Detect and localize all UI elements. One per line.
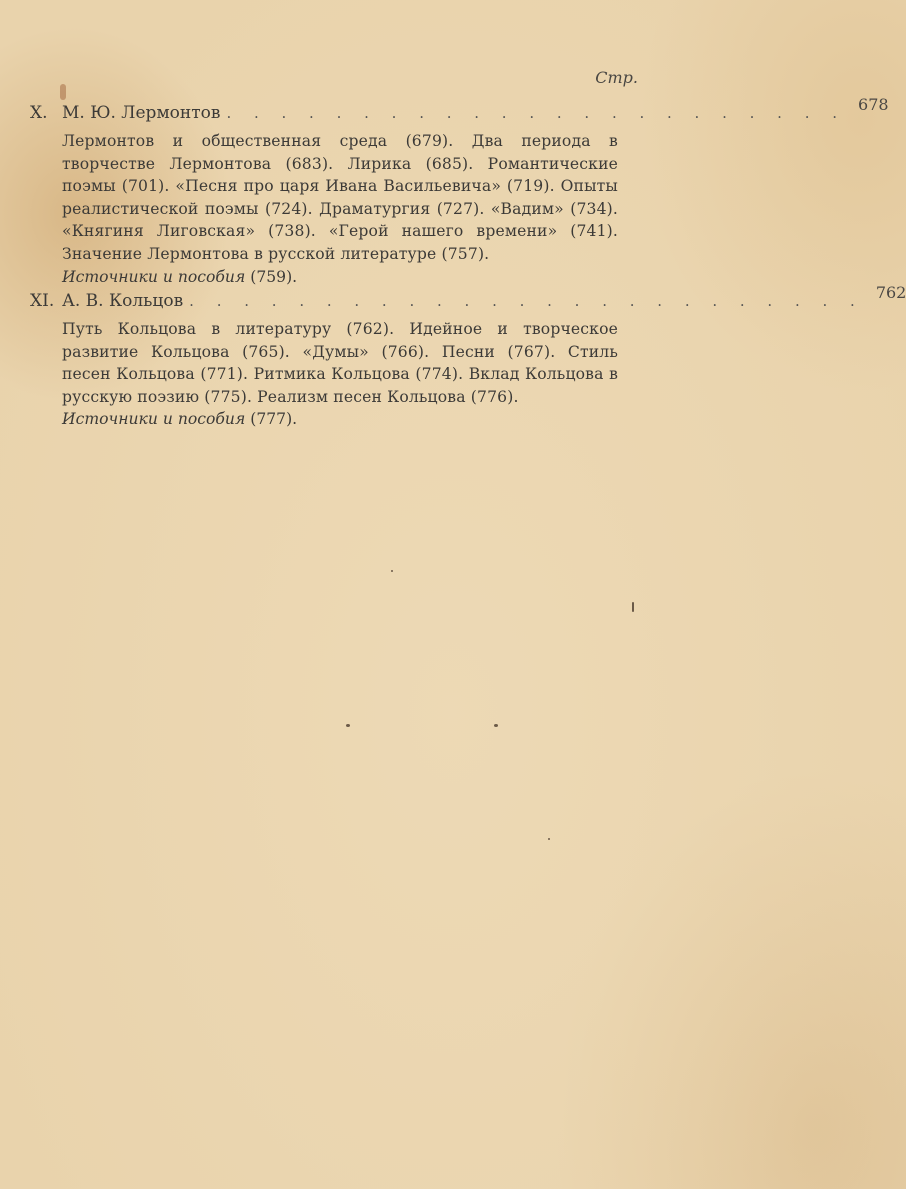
dot-leader: . . . . . . . . . . . . . . . . . . . . . . . bbox=[226, 104, 847, 122]
section-contents: Лермонтов и общественная среда (679). Два периода в творчестве Лермонтова (683). Лирика (685). Романтические поэмы (701). «Песня про царя Ивана Васильевича» (719). Опыты реалистической поэмы (724). Драматургия (727). «Вадим» (734). «Княгиня Лиговская» (738). «Герой нашего времени» (741). Значение Лермонтова в русской литературе (757). bbox=[62, 132, 618, 263]
section-contents: Путь Кольцова в литературу (762). Идейное и творческое развитие Кольцова (765). «Думы» (766). Песни (767). Стиль песен Кольцова (771). Ритмика Кольцова (774). Вклад Кольцова в русскую поэзию (775). Реализм песен Кольцова (776). bbox=[62, 320, 618, 406]
sources-label: Источники и пособия bbox=[62, 267, 246, 286]
section-title: А. В. Кольцов bbox=[62, 291, 184, 311]
sources-label: Источники и пособия bbox=[62, 410, 246, 429]
paper-speck bbox=[494, 724, 498, 727]
section-title: М. Ю. Лермонтов bbox=[62, 103, 221, 123]
section-number: XI. bbox=[30, 291, 55, 311]
paper-speck bbox=[346, 724, 350, 727]
paper-speck bbox=[60, 84, 66, 100]
toc-section-lermontov bbox=[30, 95, 889, 288]
paper-speck bbox=[548, 838, 550, 840]
section-number: X. bbox=[30, 103, 48, 123]
sources-page: (759). bbox=[250, 267, 298, 286]
section-page-number: 762 bbox=[875, 283, 906, 302]
sources-line bbox=[62, 266, 642, 289]
dot-leader: . . . . . . . . . . . . . . . . . . . . . . . . . bbox=[189, 292, 864, 310]
paper-speck bbox=[391, 570, 393, 572]
page-column-label: Стр. bbox=[595, 68, 638, 87]
sources-page: (777). bbox=[250, 410, 298, 429]
toc-entry-heading bbox=[30, 95, 889, 126]
section-page-number: 678 bbox=[858, 95, 889, 114]
sources-line bbox=[62, 408, 642, 431]
toc-section-koltsov bbox=[30, 283, 906, 431]
paper-speck bbox=[632, 602, 634, 612]
toc-entry-heading bbox=[30, 283, 906, 314]
